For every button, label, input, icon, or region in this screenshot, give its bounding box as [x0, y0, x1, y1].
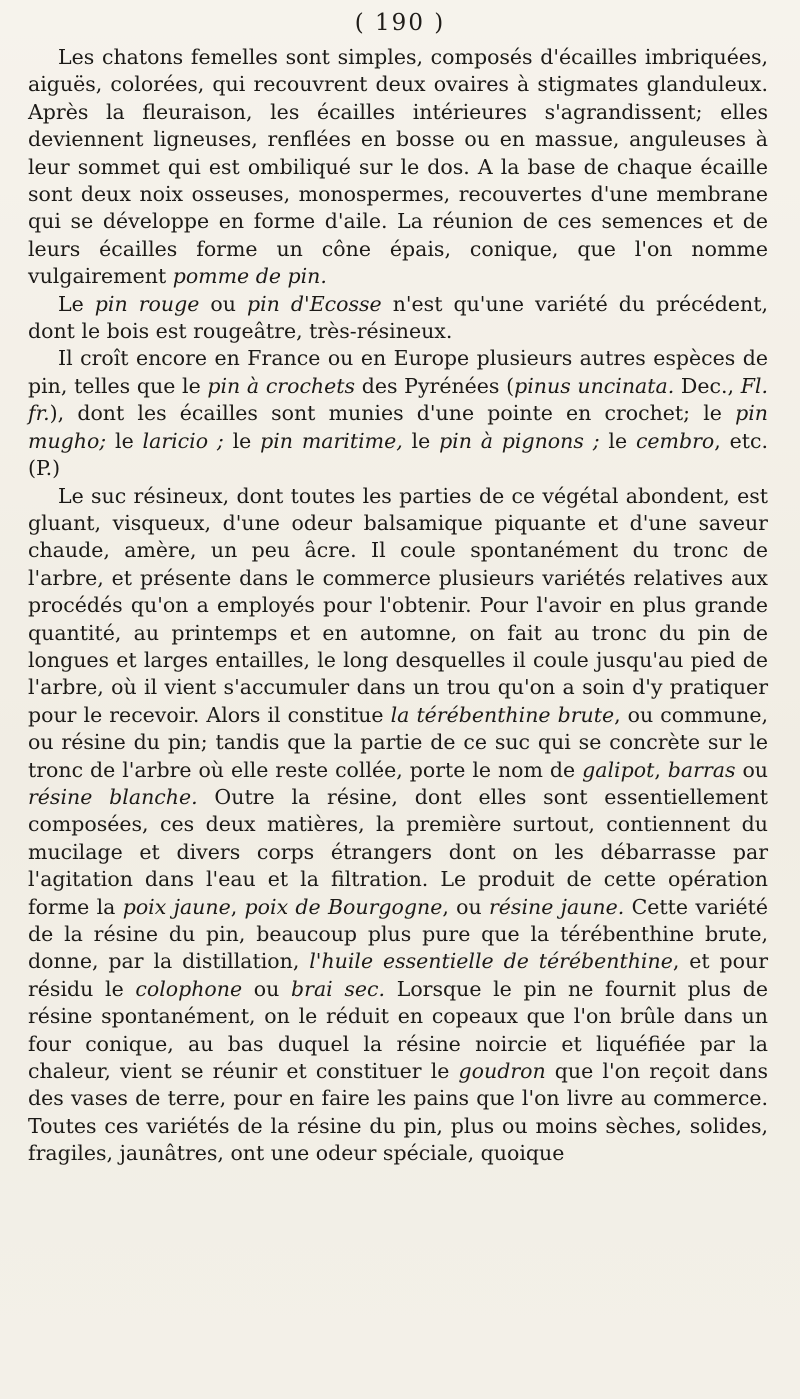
body-text	[28, 44, 768, 1168]
italic-term: la térébenthine brute	[390, 702, 615, 727]
text-run: ou	[242, 976, 292, 1001]
paragraph-other-pine-species	[28, 345, 768, 482]
italic-term: pomme de pin.	[172, 264, 327, 289]
text-run: Le suc résineux, dont toutes les parties de ce végétal abondent, est gluant, visqueux, d'une odeur balsamique piquante et d'une saveur chaude, amère, un peu âcre. Il coule spontanément du tronc de l'arbre, et présente dans le commerce plusieurs variétés relatives aux procédés qu'on a employés pour l'obtenir. Pour l'avoir en plus grande quantité, au printemps et en automne, on fait au tronc du pin de longues et larges entailles, le long desquelles il coule jusqu'au pied de l'arbre, où il vient s'accumuler dans un trou qu'on a soin d'y pratiquer pour le recevoir. Alors il constitue	[28, 483, 768, 727]
italic-term: laricio ;	[142, 428, 224, 453]
italic-term: barras	[667, 757, 736, 782]
text-run: ou	[735, 757, 768, 782]
text-run: , ou commune, ou résine du pin; tandis que la partie de ce suc qui se concrète sur le tronc de l'arbre où elle reste collée, porte le nom de	[28, 702, 768, 782]
italic-term: pin mugho;	[28, 401, 768, 453]
text-run: ,	[654, 757, 668, 782]
text-run: Lorsque le pin ne fournit plus de résine spontanément, on le réduit en copeaux que l'on brûle dans un four conique, au bas duquel la résine noircie et liquéfiée par la chaleur, vient se réunir et constituer le	[28, 976, 768, 1084]
italic-term: résine jaune.	[489, 894, 625, 919]
italic-term: brai sec.	[291, 976, 386, 1001]
italic-term: pinus uncinata.	[514, 373, 675, 398]
italic-term: pin à pignons ;	[439, 428, 600, 453]
text-run: Il croît encore en France ou en Europe plusieurs autres espèces de pin, telles que le	[28, 346, 768, 398]
italic-term: l'huile essentielle de térébenthine	[309, 949, 673, 974]
text-run: , et pour résidu le	[28, 949, 768, 1001]
text-run: Les chatons femelles sont simples, composés d'écailles imbriquées, aiguës, colorées, qui recouvrent deux ovaires à stigmates glanduleux. Après la fleuraison, les écailles intérieures s'agrandissent; elles deviennent ligneuses, renflées en bosse ou en massue, anguleuses à leur sommet qui est ombiliqué sur le dos. A la base de chaque écaille sont deux noix osseuses, monospermes, recouvertes d'une membrane qui se développe en forme d'aile. La réunion de ces semences et de leurs écailles forme un cône épais, conique, que l'on nomme vulgairement	[28, 45, 768, 289]
text-run: Outre la résine, dont elles sont essentiellement composées, ces deux matières, la première surtout, contiennent du mucilage et divers corps étrangers dont on les débarrasse par l'agitation dans l'eau et la filtration. Le produit de cette opération forme la	[28, 784, 768, 919]
text-run: , ou	[442, 894, 489, 919]
italic-term: pin rouge	[94, 291, 200, 316]
page-number: ( 190 )	[354, 10, 446, 36]
paragraph-resinous-sap	[28, 483, 768, 1168]
italic-term: cembro	[635, 428, 715, 453]
italic-term: Fl. fr.	[28, 373, 768, 426]
text-run: Dec.,	[674, 373, 741, 398]
italic-term: pin à crochets	[207, 373, 356, 398]
text-run: , etc.	[714, 428, 768, 453]
text-run: ), dont les écailles sont munies d'une pointe en crochet; le	[49, 401, 736, 426]
italic-term: poix de Bourgogne	[244, 894, 443, 919]
paragraph-female-catkins	[28, 44, 768, 291]
italic-term: colophone	[135, 976, 243, 1001]
italic-term: poix jaune	[122, 894, 231, 919]
text-run: le	[402, 428, 440, 453]
text-run: ,	[230, 894, 245, 919]
text-run: Cette variété de la résine du pin, beaucoup plus pure que la térébenthine brute, donne, par la distillation,	[28, 894, 768, 974]
text-run: le	[106, 428, 143, 453]
text-run: n'est qu'une variété du précédent, dont le bois est rougeâtre, très-résineux.	[28, 291, 769, 344]
text-run: des Pyrénées (	[355, 373, 515, 398]
text-run: Le	[58, 291, 95, 316]
text-run: le	[599, 428, 636, 453]
italic-term: pin maritime,	[260, 428, 403, 453]
text-run: que l'on reçoit dans des vases de terre, pour en faire les pains que l'on livre au commerce. Toutes ces variétés de la résine du pin, plus ou moins sèches, solides, fragiles, jaunâtres, ont une odeur spéciale, quoique	[28, 1059, 768, 1166]
text-run: (P.)	[28, 456, 61, 481]
text-run: le	[223, 428, 261, 453]
text-run: ou	[199, 291, 247, 316]
italic-term: galipot	[582, 757, 655, 782]
paragraph-red-pine	[28, 291, 768, 346]
italic-term: résine blanche.	[28, 784, 198, 809]
italic-term: goudron	[458, 1059, 546, 1084]
italic-term: pin d'Ecosse	[247, 291, 382, 316]
